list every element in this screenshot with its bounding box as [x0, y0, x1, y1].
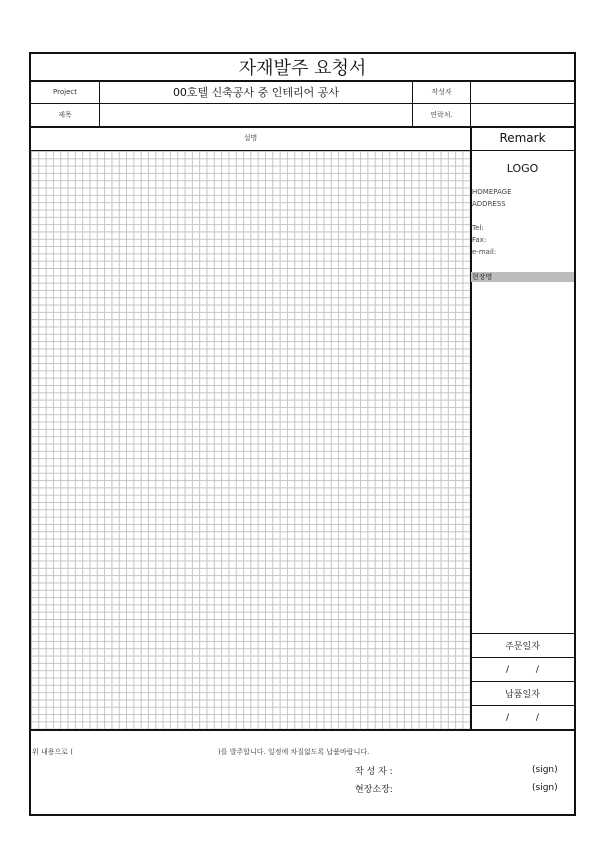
description-label: 설명: [243, 134, 258, 142]
drawing-grid[interactable]: [31, 151, 470, 729]
address-label: ADDRESS: [472, 200, 506, 208]
footer-manager-sign[interactable]: (sign): [532, 783, 558, 793]
delivery-date-field[interactable]: / /: [506, 713, 539, 723]
footer-writer-sign[interactable]: (sign): [532, 765, 558, 775]
contact-field[interactable]: [471, 104, 574, 126]
homepage-label: HOMEPAGE: [472, 188, 512, 196]
tel-label: Tel:: [472, 224, 484, 232]
company-logo: LOGO: [506, 161, 539, 175]
delivery-date-label: 납품일자: [505, 690, 540, 700]
footer-manager-label: 현장소장:: [355, 785, 393, 795]
divider: [31, 729, 574, 731]
writer-label: 작성자: [431, 88, 452, 96]
writer-field[interactable]: [471, 81, 574, 103]
order-date-label: 주문일자: [505, 642, 540, 652]
statement-right: )를 발주합니다. 일정에 차질없도록 납품바랍니다.: [218, 748, 370, 756]
fax-label: Fax:: [472, 236, 487, 244]
footer-writer-label: 작 성 자 :: [355, 767, 393, 777]
remark-label: Remark: [499, 131, 546, 145]
order-date-field[interactable]: / /: [506, 664, 539, 675]
project-label: Project: [53, 88, 77, 96]
subject-field[interactable]: [100, 104, 412, 126]
project-value[interactable]: 00호텔 신축공사 중 인테리어 공사: [172, 86, 340, 99]
site-name-label: 현장명: [472, 273, 493, 281]
email-label: e-mail:: [472, 248, 497, 256]
subject-label: 제목: [58, 111, 72, 119]
form-title: 자재발주 요청서: [238, 58, 367, 79]
statement-left: 위 내용으로 (: [32, 748, 73, 756]
contact-label: 연락처.: [430, 111, 453, 119]
